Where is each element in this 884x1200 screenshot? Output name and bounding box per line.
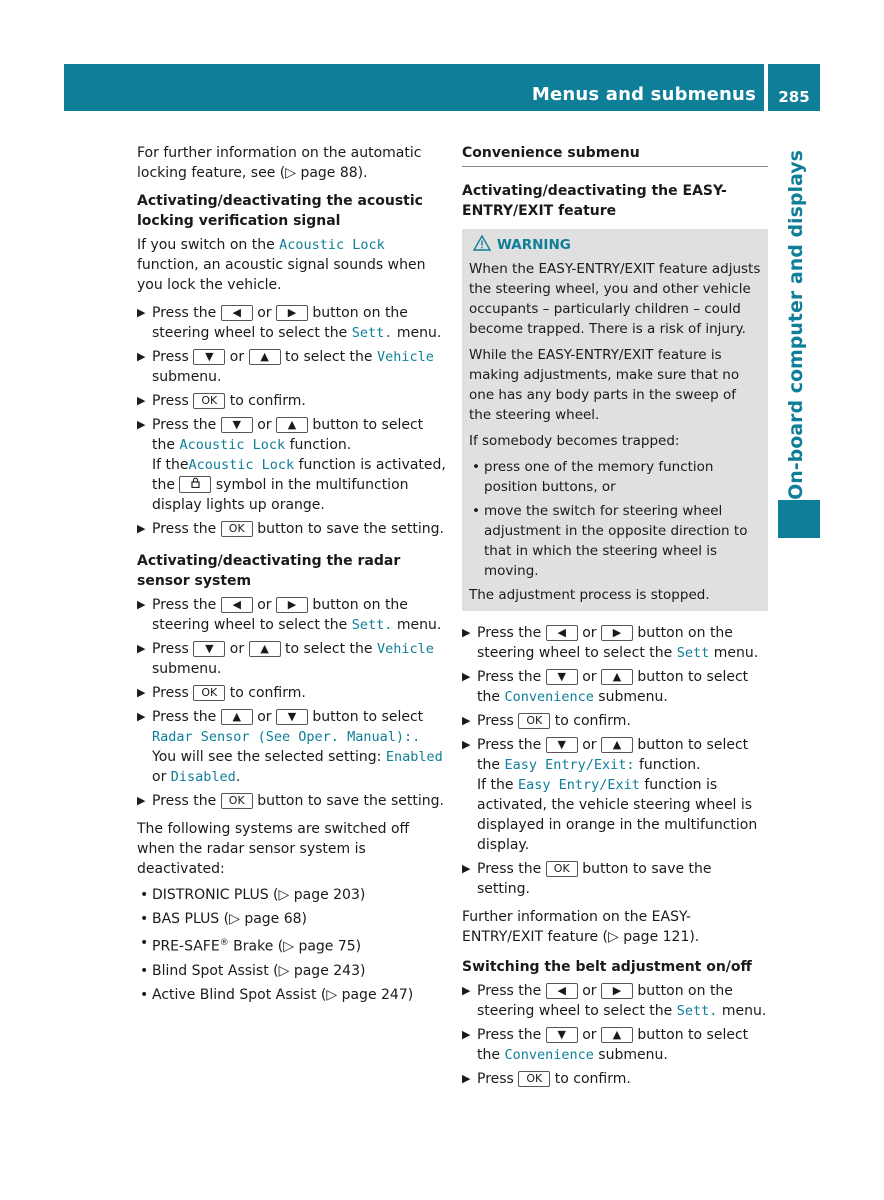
warning-text: When the EASY-ENTRY/EXIT feature adjusts the steering wheel, you and other vehicle occupants – particularly children – could become trapped. There is a risk of injury. <box>469 261 761 337</box>
right-arrow-key-icon: ▶ <box>276 597 308 613</box>
warning-text: The adjustment process is stopped. <box>469 587 710 603</box>
side-tab <box>778 150 814 500</box>
step-item: ▶ Press the OK button to save the setting. <box>137 521 444 537</box>
step-item: ▶ Press the ▼ or ▲ button to select the Easy Entry/Exit: function. If the Easy Entry/Exit function is activated, the vehicle steering wheel is displayed in orange in the multifunction display. <box>462 737 758 853</box>
step-item: ▶ Press the ◀ or ▶ button on the steering wheel to select the Sett. menu. <box>137 597 442 633</box>
right-column <box>462 143 768 1093</box>
step-item: ▶ Press ▼ or ▲ to select the Vehicle submenu. <box>137 641 434 677</box>
right-arrow-key-icon: ▶ <box>601 625 633 641</box>
step-item: ▶ Press the ◀ or ▶ button on the steering wheel to select the Sett menu. <box>462 625 759 661</box>
left-column <box>137 143 447 1009</box>
list-item: • DISTRONIC PLUS (▷ page 203) <box>140 887 366 903</box>
down-arrow-key-icon: ▼ <box>193 349 225 365</box>
down-arrow-key-icon: ▼ <box>546 1027 578 1043</box>
acoustic-intro: If you switch on the Acoustic Lock function, an acoustic signal sounds when you lock the vehicle. <box>137 237 426 293</box>
radar-heading: Activating/deactivating the radar sensor system <box>137 553 401 589</box>
down-arrow-key-icon: ▼ <box>546 737 578 753</box>
step-item: ▶ Press the ▼ or ▲ button to select the Acoustic Lock function. If theAcoustic Lock function is activated, the symbol in the multifunction display lights up orange. <box>137 417 446 513</box>
step-item: ▶ Press the ▼ or ▲ button to select the Convenience submenu. <box>462 669 749 705</box>
list-item: • BAS PLUS (▷ page 68) <box>140 911 308 927</box>
up-arrow-key-icon: ▲ <box>601 1027 633 1043</box>
intro-paragraph: For further information on the automatic locking feature, see (▷ page 88). <box>137 145 422 181</box>
systems-off-paragraph: The following systems are switched off when the radar sensor system is deactivated: <box>137 821 410 877</box>
warning-text: If somebody becomes trapped: <box>469 433 680 449</box>
right-arrow-key-icon: ▶ <box>601 983 633 999</box>
left-arrow-key-icon: ◀ <box>546 625 578 641</box>
left-arrow-key-icon: ◀ <box>221 305 253 321</box>
side-tab-label: On-board computer and displays <box>785 150 807 500</box>
step-item: ▶ Press the OK button to save the setting. <box>462 861 712 897</box>
step-item: ▶ Press OK to confirm. <box>137 393 306 409</box>
warning-title: WARNING <box>469 235 761 255</box>
step-item: ▶ Press the ▼ or ▲ button to select the Convenience submenu. <box>462 1027 749 1063</box>
step-item: ▶ Press OK to confirm. <box>137 685 306 701</box>
convenience-heading: Convenience submenu <box>462 143 768 167</box>
ok-key-icon: OK <box>193 393 225 409</box>
page-header-title: Menus and submenus <box>531 84 756 105</box>
list-item: • press one of the memory function position buttons, or <box>472 459 714 495</box>
step-item: ▶ Press ▼ or ▲ to select the Vehicle submenu. <box>137 349 434 385</box>
belt-heading: Switching the belt adjustment on/off <box>462 959 752 975</box>
down-arrow-key-icon: ▼ <box>276 709 308 725</box>
ok-key-icon: OK <box>193 685 225 701</box>
step-item: ▶ Press the ▲ or ▼ button to select Radar Sensor (See Oper. Manual):. You will see the selected setting: Enabled or Disabled. <box>137 709 443 785</box>
down-arrow-key-icon: ▼ <box>546 669 578 685</box>
up-arrow-key-icon: ▲ <box>221 709 253 725</box>
ok-key-icon: OK <box>518 713 550 729</box>
ok-key-icon: OK <box>221 793 253 809</box>
ok-key-icon: OK <box>221 521 253 537</box>
up-arrow-key-icon: ▲ <box>276 417 308 433</box>
step-item: ▶ Press the ◀ or ▶ button on the steering wheel to select the Sett. menu. <box>462 983 767 1019</box>
step-item: ▶ Press OK to confirm. <box>462 1071 631 1087</box>
left-arrow-key-icon: ◀ <box>546 983 578 999</box>
acoustic-heading: Activating/deactivating the acoustic locking verification signal <box>137 193 423 229</box>
down-arrow-key-icon: ▼ <box>193 641 225 657</box>
page-number: 285 <box>778 88 810 106</box>
lock-icon <box>179 476 211 493</box>
warning-box <box>462 229 768 611</box>
further-info-paragraph: Further information on the EASY-ENTRY/EXIT feature (▷ page 121). <box>462 909 700 945</box>
step-item: ▶ Press OK to confirm. <box>462 713 631 729</box>
list-item: • move the switch for steering wheel adjustment in the opposite direction to that in which the steering wheel is moving. <box>472 503 748 579</box>
left-arrow-key-icon: ◀ <box>221 597 253 613</box>
up-arrow-key-icon: ▲ <box>249 641 281 657</box>
up-arrow-key-icon: ▲ <box>601 669 633 685</box>
list-item: • PRE-SAFE® Brake (▷ page 75) <box>140 935 362 955</box>
side-tab-block <box>778 500 820 538</box>
easy-entry-heading: Activating/deactivating the EASY-ENTRY/EXIT feature <box>462 183 727 219</box>
right-arrow-key-icon: ▶ <box>276 305 308 321</box>
ok-key-icon: OK <box>546 861 578 877</box>
list-item: • Blind Spot Assist (▷ page 243) <box>140 962 366 979</box>
down-arrow-key-icon: ▼ <box>221 417 253 433</box>
up-arrow-key-icon: ▲ <box>601 737 633 753</box>
step-item: ▶ Press the ◀ or ▶ button on the steering wheel to select the Sett. menu. <box>137 305 442 341</box>
warning-text: While the EASY-ENTRY/EXIT feature is making adjustments, make sure that no one has any body parts in the sweep of the steering wheel. <box>469 347 740 423</box>
ok-key-icon: OK <box>518 1071 550 1087</box>
warning-triangle-icon <box>473 235 491 251</box>
list-item: • Active Blind Spot Assist (▷ page 247) <box>140 986 414 1003</box>
up-arrow-key-icon: ▲ <box>249 349 281 365</box>
step-item: ▶ Press the OK button to save the setting. <box>137 793 444 809</box>
